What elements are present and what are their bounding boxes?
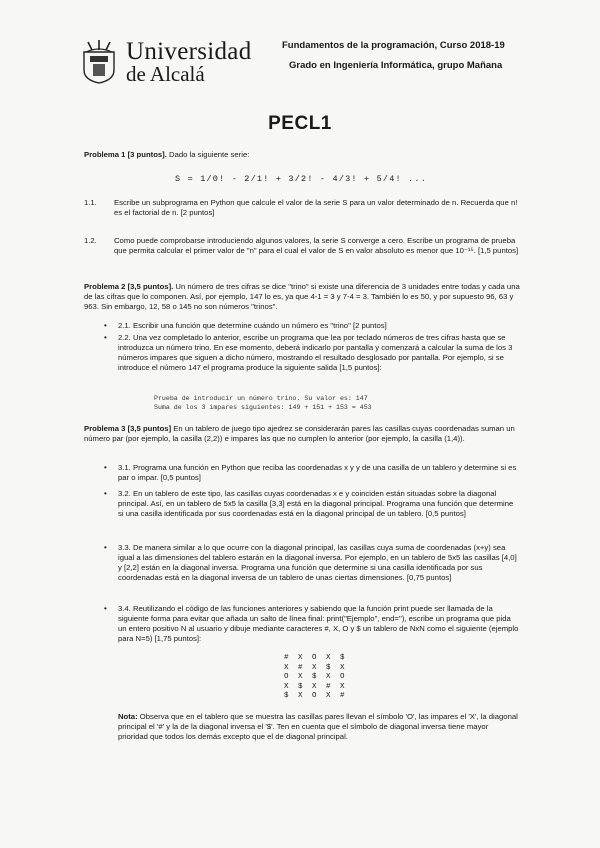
university-name-line1: Universidad bbox=[126, 38, 252, 65]
board-row: # X O X $ bbox=[284, 654, 348, 662]
problem3-item-2: 3.2. En un tablero de este tipo, las casillas cuyas coordenadas x e y coinciden están situadas sobre la diagonal principal. Así, en un tablero de 5x5 la casilla [3,3] está en la diagonal principal. Programa una función que determine si una casilla identificada por sus coordenadas está en la diagonal principal de un tablero. [0,5 puntos] bbox=[118, 489, 514, 518]
course-title: Fundamentos de la programación, Curso 2018-19 bbox=[282, 40, 505, 51]
problem3-intro-text: En un tablero de juego tipo ajedrez se considerarán pares las casillas cuyas coordenadas suman un número par (por ejemplo, la casilla (2,2)) e impares las que no cumplen lo anterior (por ejemplo, la casilla (1,4)). bbox=[84, 424, 515, 443]
problem2-intro-text: Un número de tres cifras se dice "trino" si existe una diferencia de 3 unidades entre todas y cada una de las cifras que lo componen. Así, por ejemplo, 147 lo es, ya que 4-1 = 3 y 7-4 = 3. También lo es 50, y por supuesto 96, 63 y 963. Sin embargo, 12, 58 o 145 no son números "trinos". bbox=[84, 282, 520, 311]
problem3-heading: Problema 3 [3,5 puntos] bbox=[84, 424, 172, 433]
note-paragraph bbox=[118, 712, 520, 742]
bullet: • bbox=[104, 463, 107, 472]
degree-title: Grado en Ingeniería Informática, grupo Mañana bbox=[289, 60, 503, 71]
board-row: X $ X # X bbox=[284, 682, 348, 691]
item-number: 1.2. bbox=[84, 236, 97, 245]
problem3-intro bbox=[84, 424, 524, 444]
item-number: 1.1. bbox=[84, 198, 97, 207]
problem3-item-3: 3.3. De manera similar a lo que ocurre con la diagonal principal, las casillas cuya suma de coordenadas (x+y) sea igual a las dimensiones del tablero estarán en la diagonal inversa. Por ejemplo, en un tablero de 5x5 las casillas [4,0] y [2,2] están en la diagonal inversa. Programa una función que determine si una casilla identificada por sus coordenadas está en la diagonal inversa de un tablero de unas ciertas dimensiones. [0,75 puntos] bbox=[118, 543, 517, 582]
bullet: • bbox=[104, 321, 107, 330]
problem2-item-2: 2.2. Una vez completado lo anterior, escribe un programa que lea por teclado números de tres cifras hasta que se introduzca un número trino. En ese momento, deberá indicarlo por pantalla y comenzará a calcular la suma de los 3 números impares que siguen a dicho número, mostrando el resultado desglosado por pantalla. Por ejemplo, si se introduce el número 147 el programa produce la siguiente salida [1,5 puntos]: bbox=[118, 333, 513, 372]
university-name-line2: de Alcalá bbox=[126, 62, 205, 86]
problem3-item-4: 3.4. Reutilizando el código de las funciones anteriores y sabiendo que la función print puede ser llamada de la siguiente forma para evitar que añada un salto de línea final: print("Ejemplo", end=''), escribe un programa que pida un entero positivo N al usuario y dibuje mediante caracteres #, X, O y $ un tablero de NxN como el siguiente (ejemplo para N=5) [1,75 puntos]: bbox=[118, 604, 519, 643]
sample-output-line1: Prueba de introducir un número trino. Su valor es: 147 bbox=[154, 395, 368, 402]
problem1-intro-text: Dado la siguiente serie: bbox=[166, 150, 250, 159]
note-label: Nota: bbox=[118, 712, 138, 721]
page-title: PECL1 bbox=[268, 113, 332, 134]
bullet: • bbox=[104, 333, 107, 342]
board-row: O X $ X O bbox=[284, 673, 348, 681]
problem1-heading: Problema 1 [3 puntos]. bbox=[84, 150, 167, 159]
bullet: • bbox=[104, 604, 107, 613]
problem3-item-1: 3.1. Programa una función en Python que reciba las coordenadas x y y de una casilla de un tablero y determine si es par o impar. [0,5 puntos] bbox=[118, 463, 517, 482]
bullet: • bbox=[104, 489, 107, 498]
board-row: X # X $ X bbox=[284, 663, 348, 672]
problem1-item-1: Escribe un subprograma en Python que calcule el valor de la serie S para un valor determinado de n. Recuerda que n! es el factorial de n. [2 puntos] bbox=[114, 198, 518, 217]
sample-output-line2: Suma de los 3 impares siguientes: 149 + 151 + 153 = 453 bbox=[154, 404, 372, 411]
note-text: Observa que en el tablero que se muestra las casillas pares llevan el símbolo 'O', las impares el 'X', la diagonal principal el '#' y la de la diagonal inversa el '$'. Ten en cuenta que el símbolo de diagonal inversa tiene mayor prioridad que todos los demás excepto que el de diagonal principal. bbox=[118, 712, 518, 741]
problem1-item-2: Como puede comprobarse introduciendo algunos valores, la serie S converge a cero. Escribe un programa de prueba que permita calcular el primer valor de "n" para el cual el valor de S en valor absoluto es menor que 10⁻¹⁵. [1,5 puntos] bbox=[114, 236, 519, 255]
board-row: $ X O X # bbox=[284, 692, 348, 700]
bullet: • bbox=[104, 543, 107, 552]
problem2-intro bbox=[84, 282, 524, 312]
series-formula: S = 1/0! - 2/1! + 3/2! - 4/3! + 5/4! ... bbox=[175, 174, 428, 184]
university-crest-logo bbox=[80, 38, 118, 84]
problem2-heading: Problema 2 [3,5 puntos]. bbox=[84, 282, 174, 291]
example-board bbox=[284, 654, 347, 702]
problem2-item-1: 2.1. Escribir una función que determine cuándo un número es "trino" [2 puntos] bbox=[118, 321, 387, 330]
problem1-intro bbox=[84, 150, 524, 160]
